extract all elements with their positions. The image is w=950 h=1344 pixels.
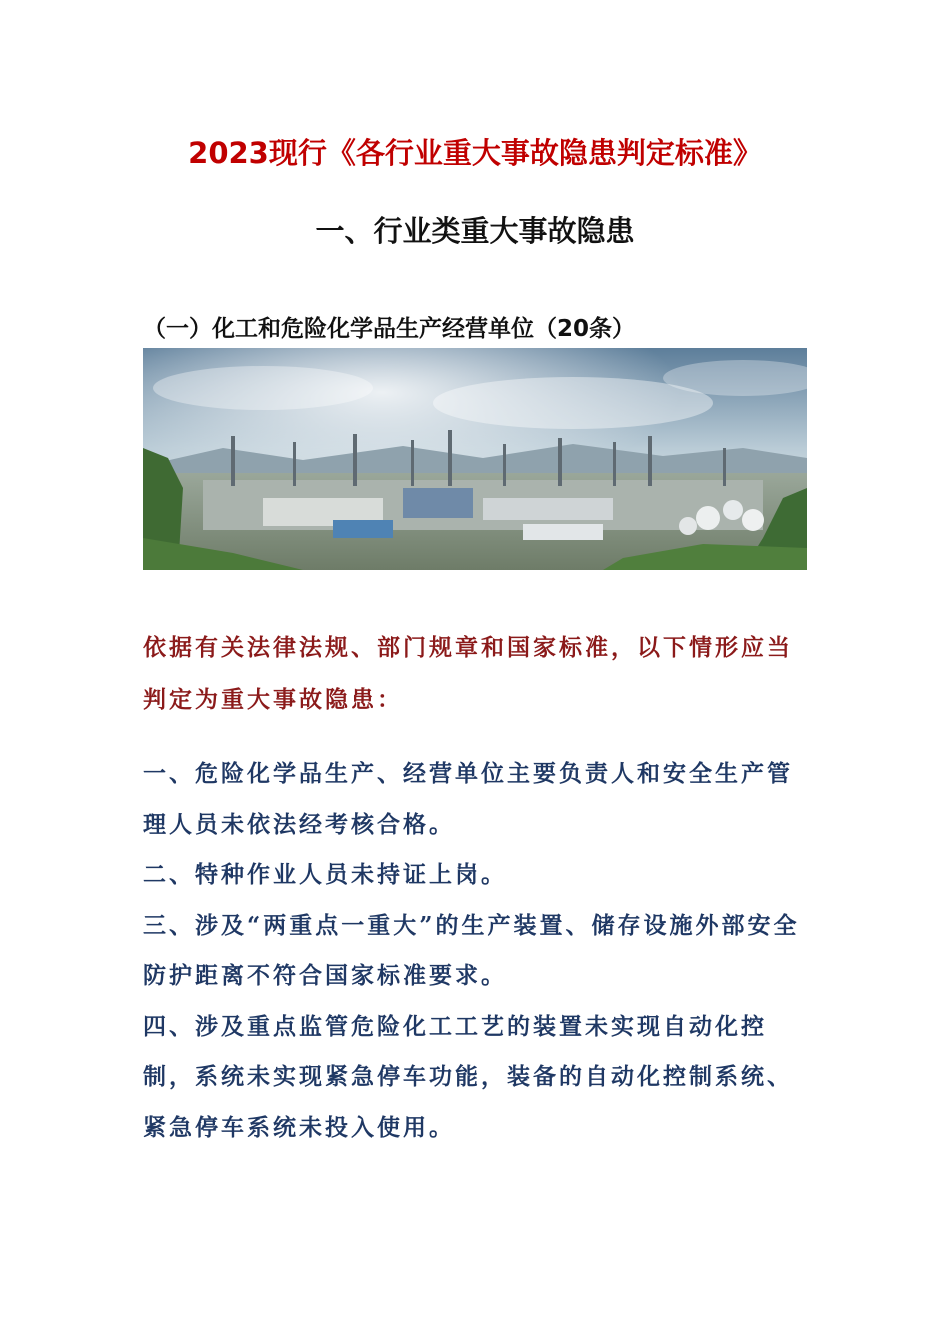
- hazard-item: 三、涉及“两重点一重大”的生产装置、储存设施外部安全防护距离不符合国家标准要求。: [143, 911, 800, 989]
- hazard-item: 一、危险化学品生产、经营单位主要负责人和安全生产管理人员未依法经考核合格。: [143, 760, 793, 838]
- intro-paragraph: 依据有关法律法规、部门规章和国家标准，以下情形应当判定为重大事故隐患：: [143, 634, 793, 713]
- chemical-plant-photo: [143, 348, 807, 570]
- hazard-item-list: [143, 749, 807, 1153]
- hazard-item: 四、涉及重点监管危险化工工艺的装置未实现自动化控制，系统未实现紧急停车功能，装备的自动化控制系统、紧急停车系统未投入使用。: [143, 1012, 793, 1141]
- hazard-item: 二、特种作业人员未持证上岗。: [143, 861, 507, 888]
- subsection-title: （一）化工和危险化学品生产经营单位（20条）: [143, 316, 636, 342]
- document-title: 2023现行《各行业重大事故隐患判定标准》: [188, 136, 762, 170]
- section-title: 一、行业类重大事故隐患: [315, 214, 635, 248]
